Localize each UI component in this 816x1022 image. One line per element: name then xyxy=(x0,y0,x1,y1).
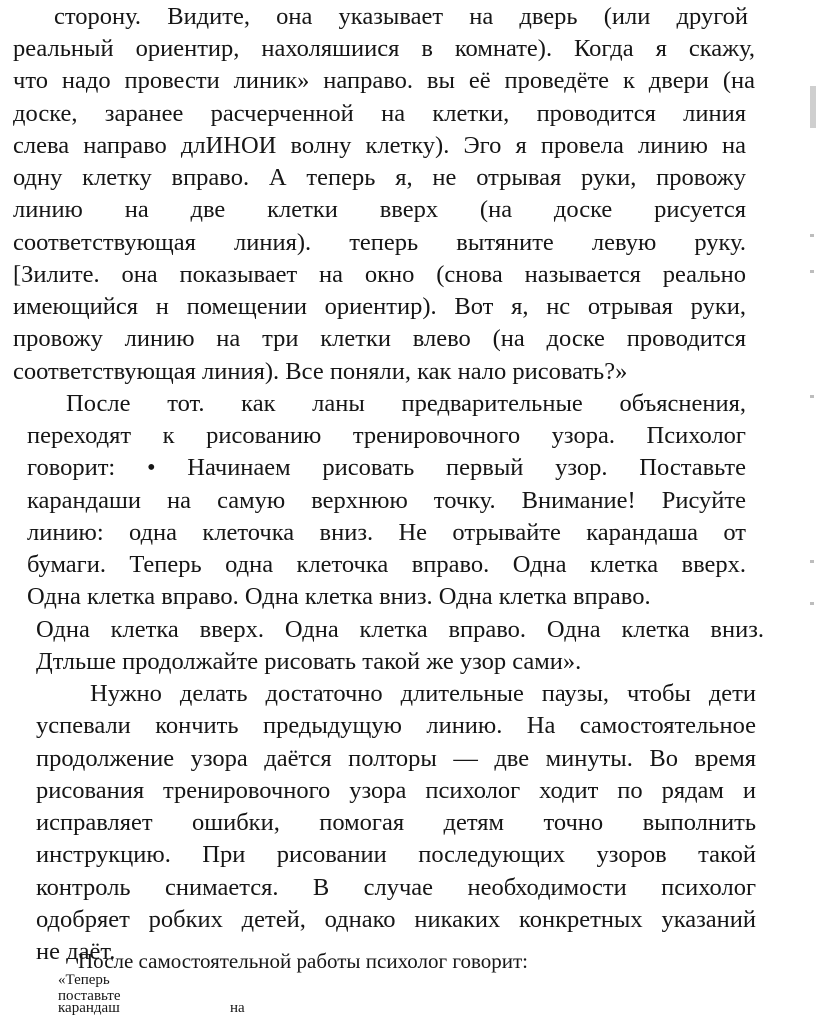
paragraph-line: инструкцию. При рисовании последующих узоров такой xyxy=(36,841,756,868)
scan-edge-tick xyxy=(810,270,814,273)
paragraph-line-last: не даёт. xyxy=(36,938,116,965)
paragraph-line: переходят к рисованию тренировочного узора. Психолог xyxy=(27,422,746,449)
scan-edge-tick xyxy=(810,395,814,398)
scan-edge-mark xyxy=(810,86,816,128)
paragraph-line: реальный ориентир, нахоляшиися в комнате). Когда я скажу, xyxy=(13,35,755,62)
paragraph-line: провожу линию на три клетки влево (на доске проводится xyxy=(13,325,746,352)
paragraph-line: доске, заранее расчерченной на клетки, проводится линия xyxy=(13,100,746,127)
paragraph-line: После самостоятельной работы психолог говорит: xyxy=(78,949,528,973)
paragraph-line: линию: одна клеточка вниз. Не отрывайте карандаша от xyxy=(27,519,746,546)
paragraph-line: одобряет робких детей, однако никаких конкретных указаний xyxy=(36,906,756,933)
paragraph-line: успевали кончить предыдущую линию. На самостоятельное xyxy=(36,712,756,739)
paragraph-line: рисования тренировочного узора психолог ходит по рядам и xyxy=(36,777,756,804)
paragraph-line: бумаги. Теперь одна клеточка вправо. Одна клетка вверх. xyxy=(27,551,746,578)
paragraph-line-last: соответствующая линия). Все поняли, как нало рисовать?» xyxy=(13,358,628,385)
paragraph-line: линию на две клетки вверх (на доске рисуется xyxy=(13,196,746,223)
paragraph-line: имеющийся н помещении ориентир). Вот я, нс отрывая руки, xyxy=(13,293,746,320)
fragment-line: поставьте xyxy=(58,988,121,1004)
fragment-line: «Теперь xyxy=(58,972,110,988)
paragraph-line: контроль снимается. В случае необходимости психолог xyxy=(36,874,756,901)
scan-edge-tick xyxy=(810,602,814,605)
paragraph-line: После тот. как ланы предварительные объяснения, xyxy=(66,390,746,417)
paragraph-line: Одна клетка вправо. Одна клетка вниз. Одна клетка вправо. xyxy=(27,583,651,610)
paragraph-line: карандаши на самую верхнюю точку. Внимание! Рисуйте xyxy=(27,487,746,514)
paragraph-line: Нужно делать достаточно длительные паузы, чтобы дети xyxy=(90,680,756,707)
scan-edge-tick xyxy=(810,560,814,563)
paragraph-line: одну клетку вправо. А теперь я, не отрывая руки, провожу xyxy=(13,164,746,191)
fragment-word: на xyxy=(230,1000,245,1016)
paragraph-line: сторону. Видите, она указывает на дверь (или другой xyxy=(54,3,748,30)
paragraph-line-last: Дтльше продолжайте рисовать такой же узор сами». xyxy=(36,648,582,675)
paragraph-line: что надо провести линик» направо. вы её проведёте к двери (на xyxy=(13,67,755,94)
paragraph-line: говорит: • Начинаем рисовать первый узор. Поставьте xyxy=(27,454,746,481)
paragraph-line: соответствующая линия). теперь вытяните левую руку. xyxy=(13,229,746,256)
paragraph-line: [Зилите. она показывает на окно (снова называется реально xyxy=(13,261,746,288)
scan-edge-tick xyxy=(810,234,814,237)
paragraph-line: Одна клетка вверх. Одна клетка вправо. Одна клетка вниз. xyxy=(36,616,764,643)
paragraph-line: исправляет ошибки, помогая детям точно выполнить xyxy=(36,809,756,836)
paragraph-line: слева направо длИНОИ волну клетку). Эго я провела линию на xyxy=(13,132,746,159)
fragment-word: карандаш xyxy=(58,1000,120,1016)
paragraph-line: продолжение узора даётся полторы — две минуты. Во время xyxy=(36,745,756,772)
